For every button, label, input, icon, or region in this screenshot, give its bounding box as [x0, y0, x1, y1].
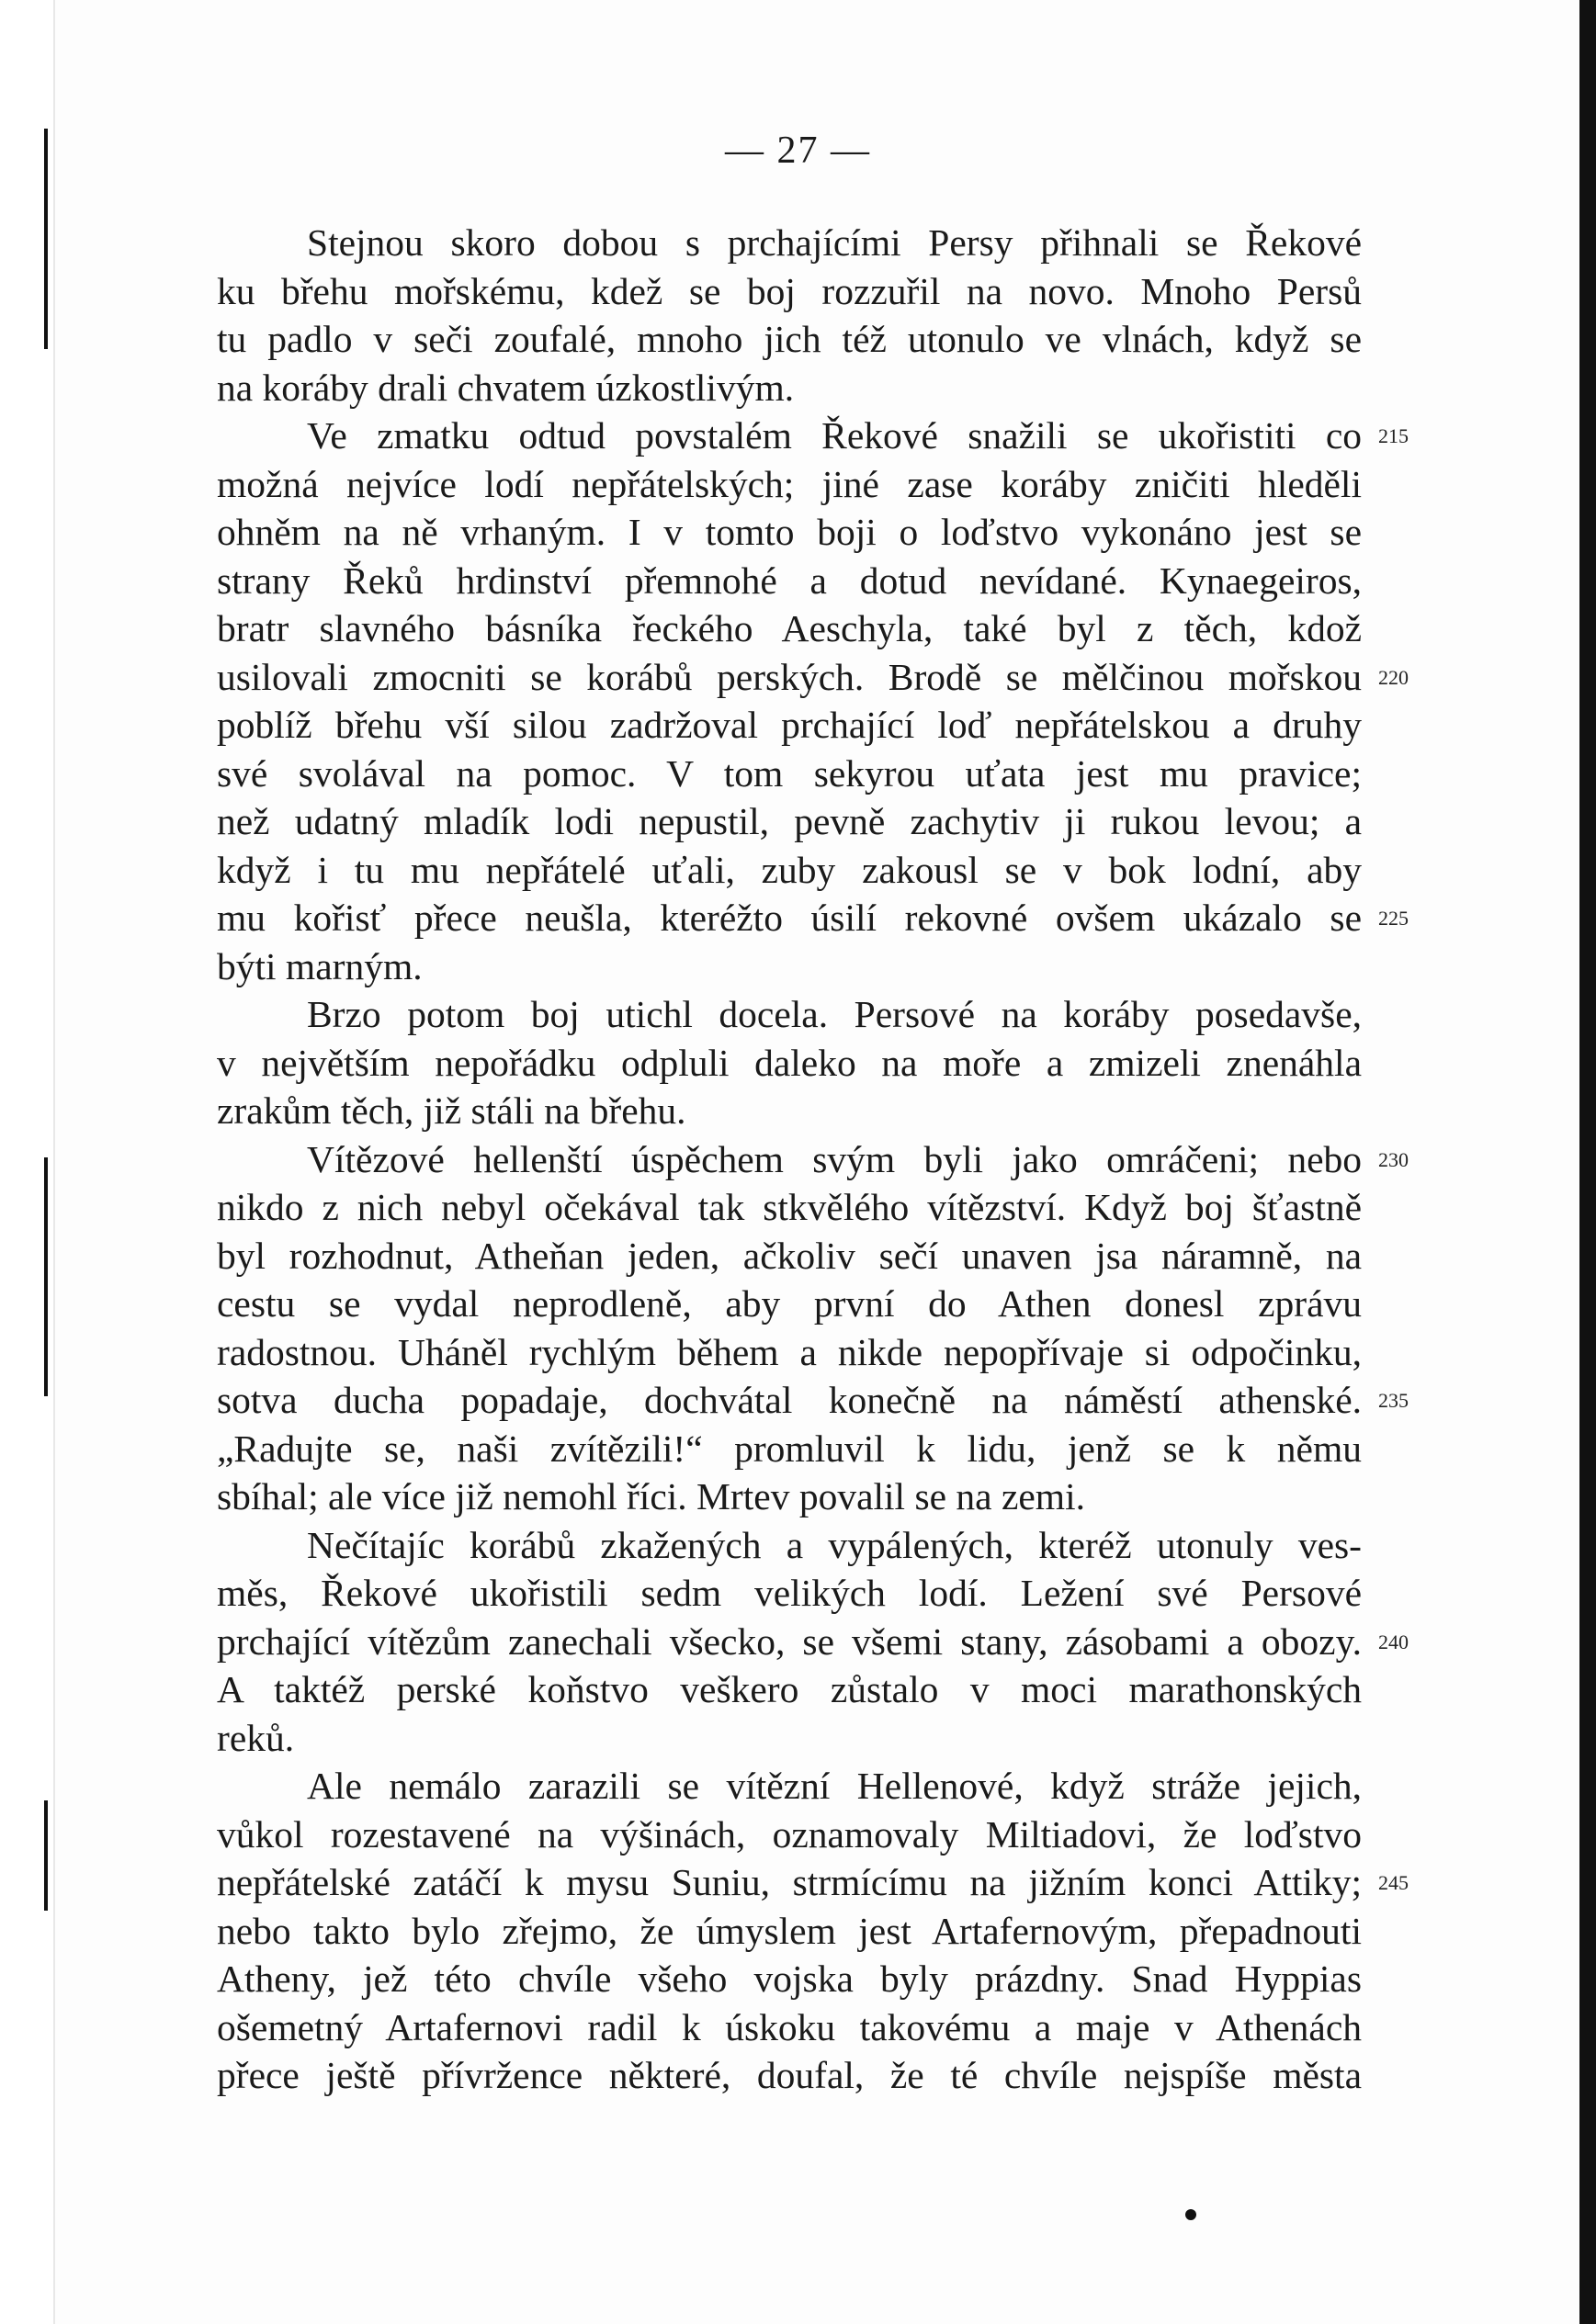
- text-line: „Radujte se, naši zvítězili!“ promluvil k lidu, jenž se k němu: [217, 1427, 1362, 1470]
- text-line: Atheny, jež této chvíle všeho vojska byly prázdny. Snad Hyppias: [217, 1957, 1362, 2000]
- page-number: — 27 —: [725, 130, 871, 172]
- text-line: byl rozhodnut, Atheňan jeden, ačkoliv sečí unaven jsa náramně, na: [217, 1234, 1362, 1277]
- right-page-edge: [1579, 0, 1596, 2324]
- text-line: A taktéž perské koňstvo veškero zůstalo v moci marathonských: [217, 1668, 1362, 1710]
- edge-mark: [44, 1800, 48, 1911]
- margin-line-number: 230: [1378, 1147, 1409, 1171]
- text-line: v největším nepořádku odpluli daleko na moře a zmizeli znenáhla: [217, 1041, 1362, 1084]
- text-line: usilovali zmocniti se korábů perských. Brodě se mělčinou mořskou: [217, 655, 1362, 698]
- margin-line-number: 240: [1378, 1630, 1409, 1653]
- text-line: Brzo potom boj utichl docela. Persové na koráby posedavše,: [307, 993, 1362, 1035]
- text-line: své svolával na pomoc. V tom sekyrou uťata jest mu pravice;: [217, 751, 1362, 795]
- text-line: ohněm na ně vrhaným. I v tomto boji o loďstvo vykonáno jest se: [217, 511, 1362, 553]
- text-line: zrakům těch, již stáli na břehu.: [217, 1089, 686, 1132]
- text-line: sotva ducha popadaje, dochvátal konečně na náměstí athenské.: [217, 1379, 1362, 1421]
- text-line: když i tu mu nepřátelé uťali, zuby zakousl se v bok lodní, aby: [217, 848, 1362, 891]
- text-line: vůkol rozestavené na výšinách, oznamovaly Miltiadovi, že loďstvo: [217, 1812, 1362, 1856]
- text-line: možná nejvíce lodí nepřátelských; jiné zase koráby zničiti hleděli: [217, 462, 1362, 505]
- text-line: Vítězové hellenští úspěchem svým byli jako omráčeni; nebo: [307, 1137, 1362, 1180]
- text-line: nikdo z nich nebyl očekával tak stkvělého vítězství. Když boj šťastně: [217, 1186, 1362, 1228]
- margin-line-number: 220: [1378, 665, 1409, 689]
- text-line: ošemetný Artafernovi radil k úskoku takovému a maje v Athenách: [217, 2005, 1362, 2048]
- text-line: prchající vítězům zanechali všecko, se všemi stany, zásobami a obozy.: [217, 1619, 1362, 1663]
- text-line: poblíž břehu vší silou zadržoval prchající loď nepřátelskou a druhy: [217, 704, 1362, 746]
- body-text: [217, 219, 1362, 2100]
- text-line: ku břehu mořskému, kdež se boj rozzuřil na novo. Mnoho Persů: [217, 269, 1362, 312]
- text-line: Nečítajíc korábů zkažených a vypálených, kteréž utonuly ves-: [307, 1523, 1362, 1566]
- text-line: reků.: [217, 1716, 295, 1759]
- text-line: nepřátelské zatáčí k mysu Suniu, strmícímu na jižním konci Attiky;: [217, 1861, 1362, 1903]
- edge-mark: [44, 1157, 48, 1396]
- text-line: sbíhal; ale více již nemohl říci. Mrtev povalil se na zemi.: [217, 1475, 1085, 1517]
- text-line: radostnou. Uháněl rychlým během a nikde nepopřívaje si odpočinku,: [217, 1330, 1362, 1373]
- text-line: než udatný mladík lodi nepustil, pevně zachytiv ji rukou levou; a: [217, 800, 1362, 842]
- text-line: mu kořisť přece neušla, kteréžto úsilí rekovné ovšem ukázalo se: [217, 897, 1362, 939]
- text-line: na koráby drali chvatem úzkostlivým.: [217, 366, 795, 409]
- text-line: Ale nemálo zarazili se vítězní Hellenové, když stráže jejich,: [307, 1765, 1362, 1807]
- margin-line-number: 215: [1378, 424, 1409, 447]
- left-page-edge: [0, 0, 55, 2324]
- text-line: nebo takto bylo zřejmo, že úmyslem jest Artafernovým, přepadnouti: [217, 1909, 1362, 1952]
- text-line: přece ještě přívržence některé, doufal, že té chvíle nejspíše města: [217, 2054, 1362, 2096]
- margin-line-number: 245: [1378, 1871, 1409, 1894]
- margin-line-number: 225: [1378, 907, 1409, 930]
- text-line: bratr slavného básníka řeckého Aeschyla, také byl z těch, kdož: [217, 607, 1362, 649]
- text-line: Stejnou skoro dobou s prchajícími Persy přihnali se Řekové: [307, 221, 1362, 264]
- text-line: strany Řeků hrdinství přemnohé a dotud nevídané. Kynaegeiros,: [217, 558, 1362, 602]
- text-line: cestu se vydal neprodleně, aby první do Athen donesl zprávu: [217, 1282, 1362, 1325]
- text-line: Ve zmatku odtud povstalém Řekové snažili se ukořistiti co: [307, 414, 1362, 457]
- text-line: tu padlo v seči zoufalé, mnoho jich též utonulo ve vlnách, když se: [217, 318, 1362, 360]
- text-line: měs, Řekové ukořistili sedm velikých lodí. Ležení své Persové: [217, 1572, 1362, 1614]
- text-line: býti marným.: [217, 944, 423, 987]
- margin-line-number: 235: [1378, 1389, 1409, 1412]
- speck: [1185, 2209, 1196, 2220]
